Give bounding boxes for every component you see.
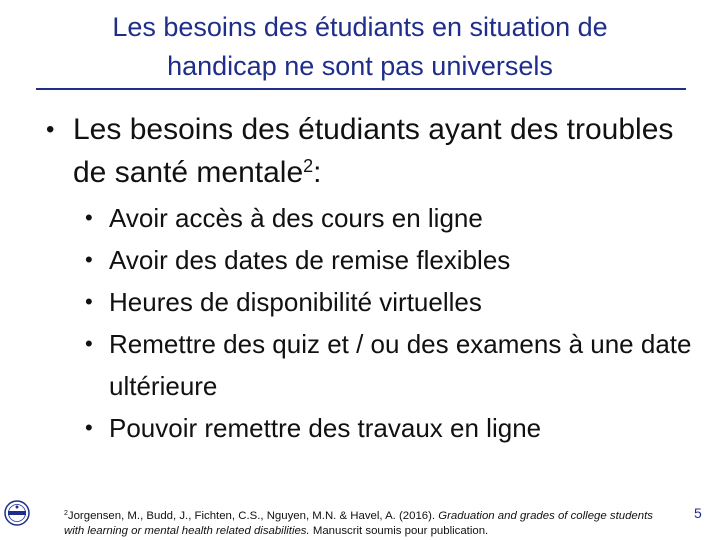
list-item-text: Pouvoir remettre des travaux en ligne — [109, 413, 542, 443]
list-item-text: Heures de disponibilité virtuelles — [109, 287, 482, 317]
slide-title-line-2: handicap ne sont pas universels — [167, 51, 553, 81]
list-item — [85, 197, 695, 239]
footnote-citation — [64, 509, 664, 539]
list-item-text: Remettre des quiz et / ou des examens à une date ultérieure — [109, 329, 692, 401]
main-bullet-label: Les besoins des étudiants ayant des troubles de santé mentale — [73, 113, 674, 189]
slide-title — [0, 8, 720, 86]
list-item-text: Avoir accès à des cours en ligne — [109, 203, 483, 233]
list-item — [85, 281, 695, 323]
sub-bullet-list — [85, 197, 695, 449]
title-divider — [36, 88, 686, 90]
list-item — [85, 407, 695, 449]
bullet-marker: • — [85, 331, 93, 356]
bullet-marker: • — [85, 205, 93, 230]
main-bullet-text — [46, 108, 693, 194]
slide-title-line-1: Les besoins des étudiants en situation de — [112, 12, 608, 42]
footnote-tail: Manuscrit soumis pour publication. — [309, 525, 489, 537]
footnote-reference: 2 — [303, 156, 314, 176]
bullet-marker: • — [85, 289, 93, 314]
list-item-text: Avoir des dates de remise flexibles — [109, 245, 511, 275]
main-bullet — [46, 108, 693, 194]
bullet-marker: • — [85, 415, 93, 440]
footnote-marker: 2 — [64, 510, 68, 517]
bullet-marker: • — [46, 116, 55, 143]
footnote-authors: Jorgensen, M., Budd, J., Fichten, C.S., Nguyen, M.N. & Havel, A. (2016). — [67, 510, 439, 522]
bullet-marker: • — [85, 247, 93, 272]
list-item — [85, 323, 695, 407]
page-number: 5 — [694, 505, 702, 521]
main-bullet-suffix: : — [313, 156, 322, 189]
list-item — [85, 239, 695, 281]
organization-logo-icon — [4, 500, 30, 526]
footnote-title: Graduation and grades of college students with learning or mental health related disabilities. — [64, 510, 653, 537]
